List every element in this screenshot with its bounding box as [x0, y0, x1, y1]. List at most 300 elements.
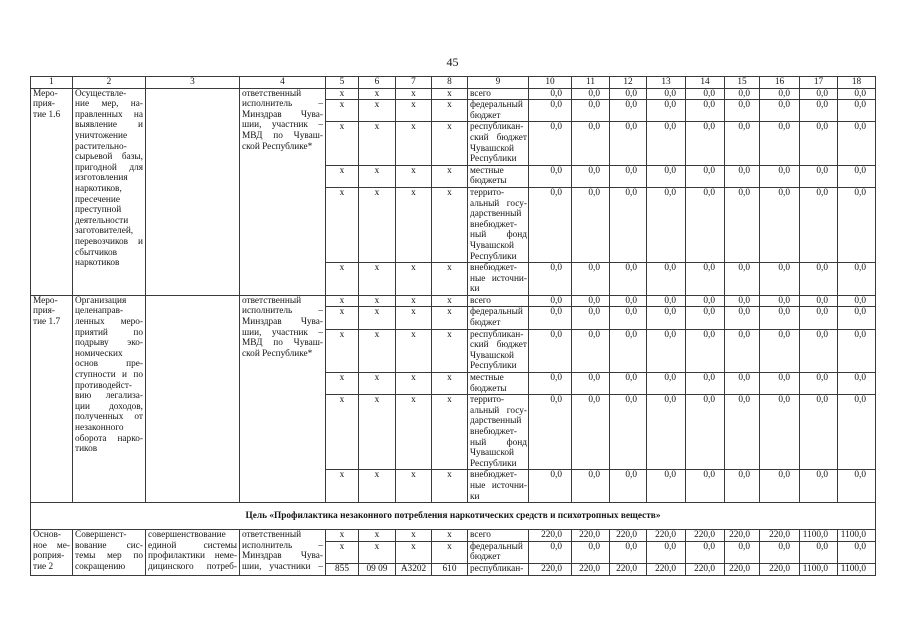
event-name-line: Осуществле-	[75, 88, 127, 99]
amount-col-14: 0,0	[686, 88, 725, 100]
amount-col-12: 220,0	[610, 530, 647, 542]
executor-line: МВД по Чуваш-	[242, 130, 323, 141]
funding-source-cell	[468, 307, 529, 329]
amount-col-11: 220,0	[572, 530, 610, 542]
budget-code-col-8: х	[432, 263, 468, 296]
budget-code-col-7: х	[396, 470, 432, 503]
amount-col-15: 0,0	[725, 187, 760, 262]
event-task-line: совершенствование	[148, 530, 226, 541]
executor-line: шии, участник –	[242, 327, 323, 338]
budget-code-col-7: х	[396, 88, 432, 100]
event-number-line: прия-	[33, 306, 55, 317]
budget-code-col-8: х	[432, 530, 468, 542]
budget-code-col-7: х	[396, 329, 432, 372]
funding-source-cell	[468, 541, 529, 563]
event-name-cell	[73, 88, 146, 295]
amount-col-13: 0,0	[647, 307, 686, 329]
amount-col-12: 0,0	[610, 88, 647, 100]
amount-col-15: 0,0	[725, 88, 760, 100]
amount-col-15: 0,0	[725, 307, 760, 329]
amount-col-13: 0,0	[647, 165, 686, 187]
event-name-line: полученных от	[75, 412, 143, 423]
amount-col-17: 0,0	[800, 88, 838, 100]
event-number-line: прия-	[33, 99, 55, 110]
budget-code-col-7: х	[396, 100, 432, 122]
column-number-1: 1	[31, 77, 73, 89]
amount-col-13: 0,0	[647, 470, 686, 503]
amount-col-14: 0,0	[686, 122, 725, 165]
funding-source-line: Чувашской	[470, 240, 515, 251]
table-row	[31, 88, 876, 100]
amount-col-15: 0,0	[725, 373, 760, 395]
funding-source-line: ский бюджет	[470, 340, 527, 351]
amount-col-15: 0,0	[725, 395, 760, 470]
amount-col-10: 0,0	[529, 187, 572, 262]
event-name-line: темы мер по	[75, 551, 143, 562]
amount-col-10: 0,0	[529, 88, 572, 100]
event-name-line: вию легализа-	[75, 391, 143, 402]
event-number-line: Основ-	[33, 530, 61, 541]
budget-code-col-6: х	[359, 165, 396, 187]
column-number-12: 12	[610, 77, 647, 89]
event-task-cell	[146, 530, 240, 575]
amount-col-15: 220,0	[725, 563, 760, 575]
event-name-line: Совершенст-	[75, 530, 127, 541]
amount-col-12: 0,0	[610, 329, 647, 372]
funding-source-line: местные	[470, 165, 504, 176]
event-name-line: ции доходов,	[75, 401, 143, 412]
funding-source-cell	[468, 100, 529, 122]
funding-source-line: бюджеты	[470, 383, 507, 394]
funding-source-cell	[468, 373, 529, 395]
executor-cell	[240, 295, 326, 502]
funding-source-line: федеральный	[470, 307, 523, 318]
executor-cell	[240, 88, 326, 295]
column-number-18: 18	[838, 77, 876, 89]
funding-source-cell	[468, 263, 529, 296]
amount-col-17: 0,0	[800, 295, 838, 307]
funding-source-line: ный фонд	[470, 230, 527, 241]
event-task-cell	[146, 295, 240, 502]
budget-code-col-8: х	[432, 295, 468, 307]
amount-col-14: 0,0	[686, 329, 725, 372]
amount-col-16: 0,0	[760, 263, 800, 296]
event-name-line: преступной	[75, 205, 122, 216]
amount-col-16: 0,0	[760, 307, 800, 329]
amount-col-14: 0,0	[686, 307, 725, 329]
column-number-7: 7	[396, 77, 432, 89]
funding-source-line: всего	[470, 88, 491, 99]
budget-code-col-6: х	[359, 307, 396, 329]
budget-code-col-5: х	[326, 100, 359, 122]
column-number-2: 2	[73, 77, 146, 89]
budget-code-col-5: х	[326, 263, 359, 296]
column-number-5: 5	[326, 77, 359, 89]
table-row	[31, 295, 876, 307]
budget-code-col-6: х	[359, 263, 396, 296]
budget-code-col-5: х	[326, 395, 359, 470]
funding-source-line: Чувашской	[470, 143, 515, 154]
amount-col-18: 0,0	[838, 307, 876, 329]
column-number-9: 9	[468, 77, 529, 89]
event-name-line: целенаправ-	[75, 306, 124, 317]
budget-code-col-6: х	[359, 88, 396, 100]
budget-code-col-8: х	[432, 373, 468, 395]
amount-col-17: 0,0	[800, 307, 838, 329]
amount-col-16: 0,0	[760, 295, 800, 307]
amount-col-13: 0,0	[647, 88, 686, 100]
funding-source-line: альный госу-	[470, 198, 527, 209]
event-name-line: Организация	[75, 295, 127, 306]
amount-col-16: 0,0	[760, 165, 800, 187]
executor-line: Минздрав Чува-	[242, 317, 323, 328]
amount-col-14: 0,0	[686, 395, 725, 470]
budget-code-col-5: х	[326, 295, 359, 307]
funding-source-cell	[468, 395, 529, 470]
event-name-line: сбытчиков	[75, 247, 118, 258]
amount-col-17: 0,0	[800, 373, 838, 395]
amount-col-13: 220,0	[647, 563, 686, 575]
budget-code-col-6: х	[359, 122, 396, 165]
event-number-line: тие 1.7	[33, 317, 61, 328]
amount-col-10: 0,0	[529, 541, 572, 563]
funding-source-line: федеральный	[470, 541, 523, 552]
amount-col-15: 220,0	[725, 530, 760, 542]
event-number-line: Меро-	[33, 88, 58, 99]
amount-col-17: 0,0	[800, 395, 838, 470]
event-task-line: единой системы	[148, 540, 237, 551]
funding-source-line: всего	[470, 530, 491, 541]
amount-col-11: 0,0	[572, 122, 610, 165]
budget-code-col-6: 09 09	[359, 563, 396, 575]
amount-col-15: 0,0	[725, 329, 760, 372]
column-number-row	[31, 77, 876, 89]
budget-code-col-6: х	[359, 530, 396, 542]
budget-code-col-5: 855	[326, 563, 359, 575]
column-number-14: 14	[686, 77, 725, 89]
funding-source-line: террито-	[470, 395, 505, 406]
executor-line: исполнитель –	[242, 306, 323, 317]
event-name-cell	[73, 295, 146, 502]
event-name-line: уничтожение	[75, 130, 128, 141]
amount-col-12: 0,0	[610, 373, 647, 395]
executor-line: ответственный	[242, 88, 302, 99]
column-number-16: 16	[760, 77, 800, 89]
amount-col-16: 0,0	[760, 88, 800, 100]
amount-col-17: 0,0	[800, 122, 838, 165]
amount-col-10: 0,0	[529, 307, 572, 329]
budget-code-col-7: х	[396, 373, 432, 395]
amount-col-18: 0,0	[838, 373, 876, 395]
amount-col-12: 0,0	[610, 100, 647, 122]
amount-col-17: 1100,0	[800, 530, 838, 542]
budget-code-col-5: х	[326, 122, 359, 165]
event-name-line: заготовителей,	[75, 226, 134, 237]
event-number-cell	[31, 530, 73, 575]
amount-col-13: 0,0	[647, 187, 686, 262]
amount-col-10: 0,0	[529, 470, 572, 503]
budget-code-col-8: х	[432, 100, 468, 122]
funding-source-line: Республики	[470, 251, 517, 262]
amount-col-10: 0,0	[529, 165, 572, 187]
funding-source-line: ки	[470, 284, 480, 295]
amount-col-10: 220,0	[529, 530, 572, 542]
amount-col-16: 0,0	[760, 470, 800, 503]
funding-source-line: ные источни-	[470, 480, 527, 491]
event-name-line: оборота нарко-	[75, 433, 143, 444]
funding-source-line: Республики	[470, 361, 517, 372]
funding-source-line: республикан-	[470, 122, 524, 133]
funding-source-cell	[468, 295, 529, 307]
amount-col-14: 0,0	[686, 541, 725, 563]
funding-source-line: внебюджет-	[470, 263, 518, 274]
budget-code-col-6: х	[359, 295, 396, 307]
budget-code-col-7: х	[396, 395, 432, 470]
budget-code-col-7: х	[396, 307, 432, 329]
executor-line: Минздрав Чува-	[242, 551, 323, 562]
amount-col-13: 0,0	[647, 295, 686, 307]
amount-col-10: 0,0	[529, 329, 572, 372]
amount-col-15: 0,0	[725, 122, 760, 165]
event-name-line: правленных на	[75, 109, 143, 120]
budget-code-col-7: х	[396, 541, 432, 563]
funding-source-line: республикан-	[470, 563, 524, 574]
event-number-line: ное ме-	[33, 540, 70, 551]
amount-col-13: 0,0	[647, 263, 686, 296]
budget-code-col-7: А3202	[396, 563, 432, 575]
event-name-line: сокращению	[75, 561, 126, 572]
amount-col-11: 0,0	[572, 307, 610, 329]
amount-col-18: 0,0	[838, 165, 876, 187]
budget-code-col-5: х	[326, 307, 359, 329]
event-name-cell	[73, 530, 146, 575]
budget-code-col-8: х	[432, 470, 468, 503]
amount-col-11: 0,0	[572, 295, 610, 307]
budget-code-col-8: х	[432, 122, 468, 165]
amount-col-10: 0,0	[529, 100, 572, 122]
event-name-line: номических	[75, 348, 123, 359]
funding-source-cell	[468, 530, 529, 542]
amount-col-16: 0,0	[760, 373, 800, 395]
budget-code-col-7: х	[396, 165, 432, 187]
amount-col-18: 1100,0	[838, 530, 876, 542]
amount-col-13: 0,0	[647, 122, 686, 165]
funding-source-cell	[468, 122, 529, 165]
budget-code-col-8: 610	[432, 563, 468, 575]
amount-col-15: 0,0	[725, 100, 760, 122]
amount-col-14: 0,0	[686, 373, 725, 395]
amount-col-12: 0,0	[610, 187, 647, 262]
amount-col-18: 0,0	[838, 263, 876, 296]
budget-code-col-6: х	[359, 100, 396, 122]
event-name-line: ленных меро-	[75, 317, 143, 328]
amount-col-12: 0,0	[610, 165, 647, 187]
amount-col-10: 0,0	[529, 373, 572, 395]
funding-source-line: дарственный	[470, 416, 522, 427]
budget-code-col-5: х	[326, 88, 359, 100]
budget-code-col-8: х	[432, 395, 468, 470]
budget-code-col-8: х	[432, 329, 468, 372]
budget-code-col-6: х	[359, 187, 396, 262]
event-name-line: ние мер, на-	[75, 99, 143, 110]
amount-col-18: 0,0	[838, 470, 876, 503]
funding-source-line: бюджет	[470, 110, 501, 121]
amount-col-12: 0,0	[610, 263, 647, 296]
budget-code-col-5: х	[326, 530, 359, 542]
amount-col-16: 220,0	[760, 563, 800, 575]
funding-source-line: альный госу-	[470, 405, 527, 416]
funding-source-line: Республики	[470, 154, 517, 165]
executor-line: шии, участник –	[242, 120, 323, 131]
amount-col-13: 0,0	[647, 100, 686, 122]
amount-col-11: 0,0	[572, 100, 610, 122]
event-task-line: дицинского потреб-	[148, 561, 237, 572]
amount-col-10: 220,0	[529, 563, 572, 575]
budget-code-col-6: х	[359, 395, 396, 470]
funding-source-line: дарственный	[470, 209, 522, 220]
amount-col-11: 0,0	[572, 329, 610, 372]
amount-col-17: 0,0	[800, 100, 838, 122]
amount-col-16: 0,0	[760, 122, 800, 165]
executor-line: ской Республике*	[242, 141, 313, 152]
amount-col-14: 0,0	[686, 187, 725, 262]
event-task-line: профилактики неме-	[148, 551, 237, 562]
event-name-line: приятий по	[75, 327, 143, 338]
amount-col-16: 0,0	[760, 187, 800, 262]
funding-source-cell	[468, 563, 529, 575]
amount-col-15: 0,0	[725, 295, 760, 307]
amount-col-13: 0,0	[647, 373, 686, 395]
column-number-11: 11	[572, 77, 610, 89]
budget-code-col-6: х	[359, 373, 396, 395]
funding-source-cell	[468, 187, 529, 262]
event-name-line: наркотиков	[75, 258, 120, 269]
amount-col-17: 0,0	[800, 541, 838, 563]
funding-source-line: всего	[470, 295, 491, 306]
event-number-line: Меро-	[33, 295, 58, 306]
amount-col-14: 0,0	[686, 263, 725, 296]
budget-code-col-6: х	[359, 470, 396, 503]
amount-col-12: 0,0	[610, 307, 647, 329]
amount-col-14: 0,0	[686, 295, 725, 307]
budget-code-col-7: х	[396, 122, 432, 165]
funding-source-cell	[468, 470, 529, 503]
amount-col-11: 0,0	[572, 395, 610, 470]
executor-line: МВД по Чуваш-	[242, 338, 323, 349]
amount-col-13: 0,0	[647, 329, 686, 372]
event-name-line: выявление и	[75, 120, 143, 131]
column-number-3: 3	[146, 77, 240, 89]
amount-col-11: 0,0	[572, 373, 610, 395]
amount-col-14: 220,0	[686, 563, 725, 575]
event-name-line: вование сис-	[75, 540, 143, 551]
event-name-line: изготовления	[75, 173, 128, 184]
column-number-6: 6	[359, 77, 396, 89]
budget-code-col-8: х	[432, 165, 468, 187]
event-name-line: пресечение	[75, 194, 120, 205]
event-number-cell	[31, 88, 73, 295]
budget-code-col-7: х	[396, 263, 432, 296]
event-name-line: незаконного	[75, 423, 124, 433]
amount-col-14: 0,0	[686, 165, 725, 187]
amount-col-15: 0,0	[725, 541, 760, 563]
budget-code-col-8: х	[432, 187, 468, 262]
budget-code-col-8: х	[432, 88, 468, 100]
funding-source-line: бюджет	[470, 318, 501, 329]
funding-source-line: бюджет	[470, 552, 501, 563]
event-name-line: растительно-	[75, 141, 127, 152]
amount-col-17: 0,0	[800, 470, 838, 503]
amount-col-11: 0,0	[572, 187, 610, 262]
executor-cell	[240, 530, 326, 575]
amount-col-12: 0,0	[610, 295, 647, 307]
table-row	[31, 530, 876, 542]
event-name-line: противодейст-	[75, 380, 133, 391]
amount-col-17: 0,0	[800, 329, 838, 372]
funding-source-line: федеральный	[470, 100, 523, 111]
event-number-line: роприя-	[33, 551, 65, 562]
amount-col-18: 0,0	[838, 88, 876, 100]
budget-code-col-7: х	[396, 187, 432, 262]
amount-col-17: 0,0	[800, 165, 838, 187]
amount-col-13: 220,0	[647, 530, 686, 542]
executor-line: Минздрав Чува-	[242, 109, 323, 120]
funding-source-line: Республики	[470, 458, 517, 469]
table-body	[31, 77, 876, 576]
funding-source-line: Чувашской	[470, 448, 515, 459]
amount-col-12: 0,0	[610, 470, 647, 503]
event-name-line: пригодной для	[75, 162, 143, 173]
funding-source-line: внебюджет-	[470, 470, 518, 481]
amount-col-17: 0,0	[800, 187, 838, 262]
amount-col-18: 0,0	[838, 329, 876, 372]
event-number-cell	[31, 295, 73, 502]
funding-source-line: внебюджет-	[470, 219, 518, 230]
amount-col-13: 0,0	[647, 541, 686, 563]
program-funding-table	[30, 76, 876, 576]
amount-col-16: 0,0	[760, 395, 800, 470]
amount-col-12: 0,0	[610, 122, 647, 165]
amount-col-11: 0,0	[572, 88, 610, 100]
executor-line: ской Республике*	[242, 348, 313, 359]
amount-col-16: 220,0	[760, 530, 800, 542]
amount-col-10: 0,0	[529, 122, 572, 165]
event-name-line: ступности и по	[75, 370, 143, 381]
amount-col-15: 0,0	[725, 470, 760, 503]
funding-source-cell	[468, 165, 529, 187]
amount-col-17: 0,0	[800, 263, 838, 296]
budget-code-col-6: х	[359, 329, 396, 372]
amount-col-14: 0,0	[686, 470, 725, 503]
amount-col-14: 0,0	[686, 100, 725, 122]
amount-col-12: 220,0	[610, 563, 647, 575]
funding-source-line: внебюджет-	[470, 427, 518, 437]
event-name-line: основ пре-	[75, 359, 143, 370]
column-number-4: 4	[240, 77, 326, 89]
goal-heading-row	[31, 503, 876, 530]
funding-source-line: местные	[470, 373, 504, 384]
amount-col-16: 0,0	[760, 100, 800, 122]
budget-code-col-6: х	[359, 541, 396, 563]
amount-col-18: 0,0	[838, 295, 876, 307]
page-number: 45	[446, 55, 459, 69]
amount-col-15: 0,0	[725, 263, 760, 296]
funding-source-line: террито-	[470, 187, 505, 198]
budget-code-col-5: х	[326, 329, 359, 372]
amount-col-18: 0,0	[838, 395, 876, 470]
amount-col-16: 0,0	[760, 329, 800, 372]
budget-code-col-5: х	[326, 165, 359, 187]
